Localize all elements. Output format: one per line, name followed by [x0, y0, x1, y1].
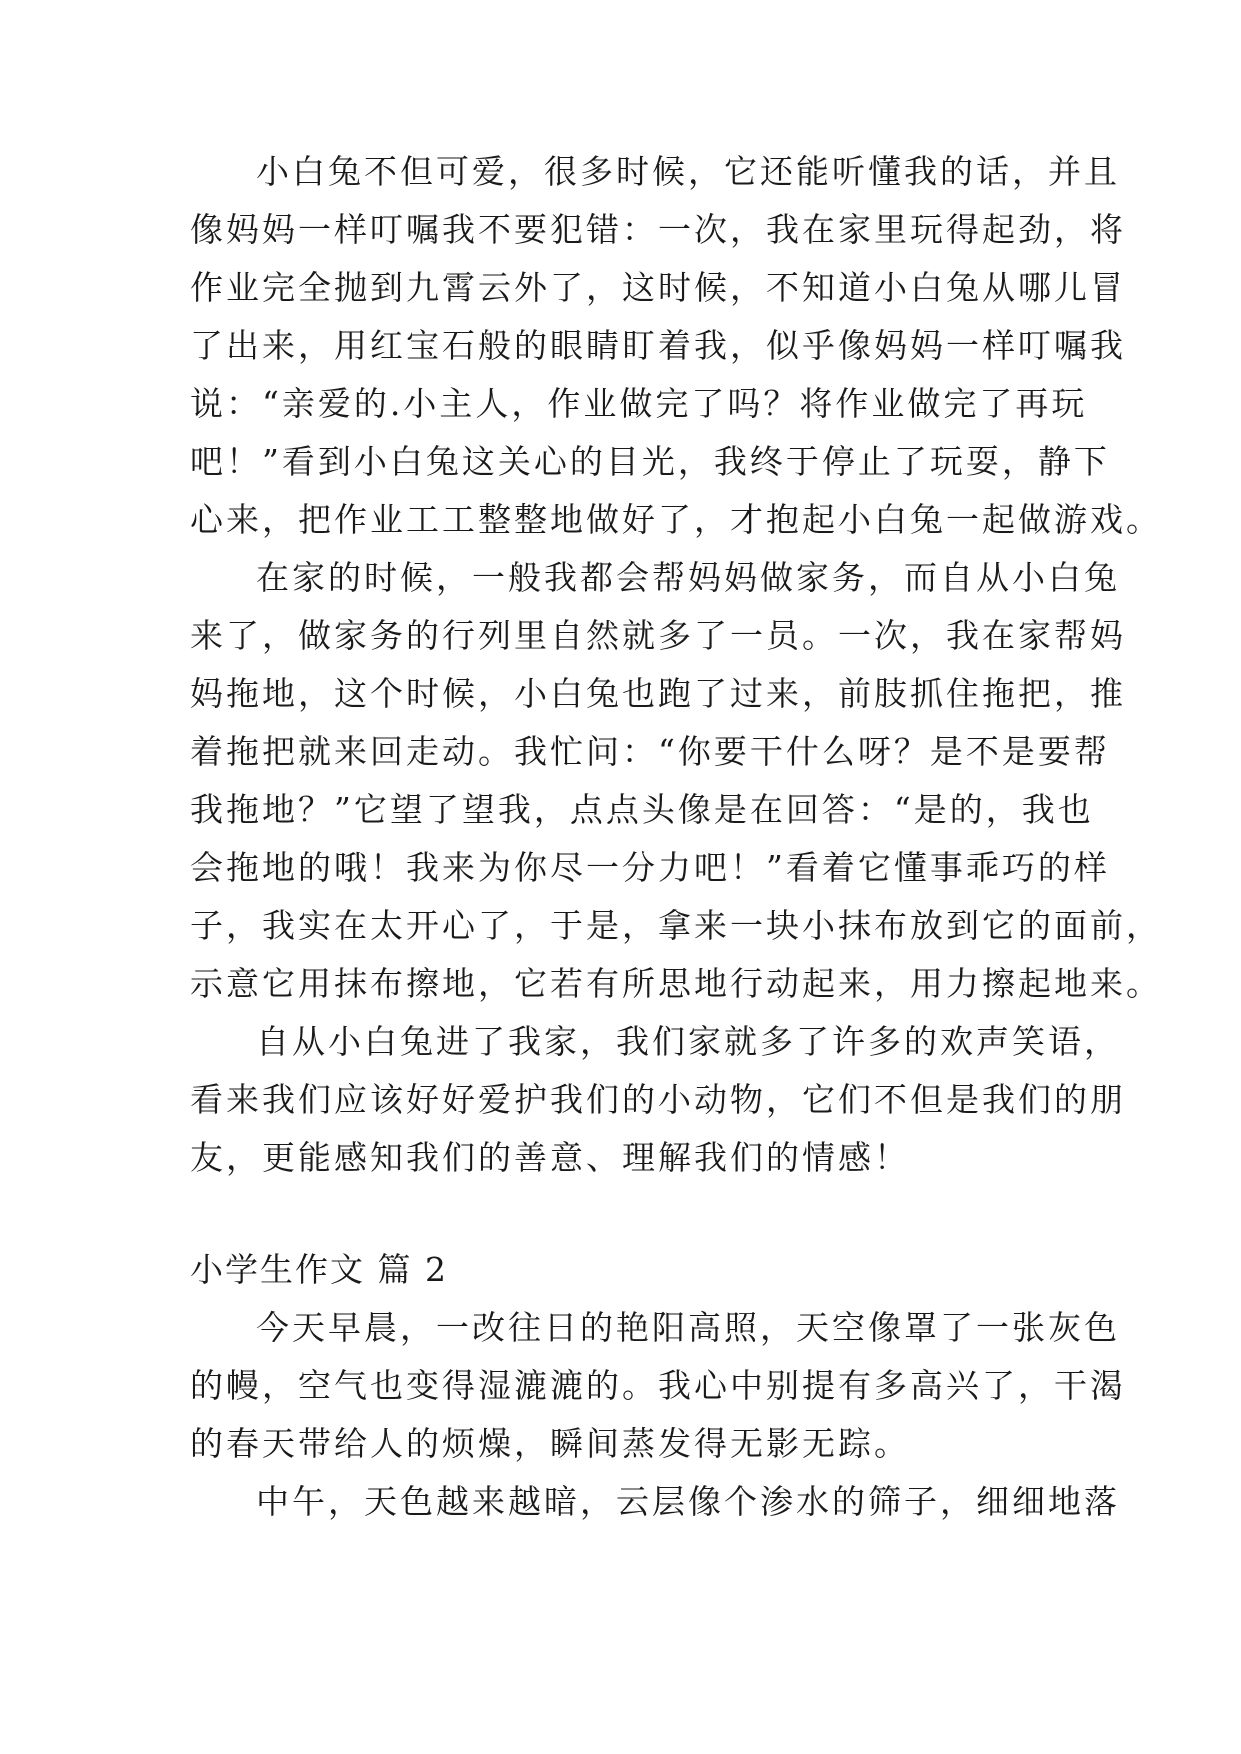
- paragraph-line: 作业完全抛到九霄云外了，这时候，不知道小白兔从哪儿冒: [190, 268, 1126, 307]
- paragraph-line: 心来，把作业工工整整地做好了，才抱起小白兔一起做游戏。: [190, 500, 1162, 539]
- paragraph-line: 来了，做家务的行列里自然就多了一员。一次，我在家帮妈: [190, 616, 1126, 655]
- paragraph-line: 会拖地的哦！我来为你尽一分力吧！”看着它懂事乖巧的样: [190, 848, 1110, 887]
- paragraph-line: 中午，天色越来越暗，云层像个渗水的筛子，细细地落: [256, 1482, 1120, 1521]
- paragraph-line: 子，我实在太开心了，于是，拿来一块小抹布放到它的面前，: [190, 906, 1162, 945]
- paragraph-line: 妈拖地，这个时候，小白兔也跑了过来，前肢抓住拖把，推: [190, 674, 1126, 713]
- paragraph-line: 在家的时候，一般我都会帮妈妈做家务，而自从小白兔: [256, 558, 1120, 597]
- paragraph-line: 示意它用抹布擦地，它若有所思地行动起来，用力擦起地来。: [190, 964, 1162, 1003]
- section-heading: 小学生作文 篇 2: [190, 1250, 448, 1289]
- paragraph-line: 今天早晨，一改往日的艳阳高照，天空像罩了一张灰色: [256, 1308, 1120, 1347]
- paragraph-line: 我拖地？”它望了望我，点点头像是在回答：“是的，我也: [190, 790, 1094, 829]
- paragraph-line: 像妈妈一样叮嘱我不要犯错：一次，我在家里玩得起劲，将: [190, 210, 1126, 249]
- paragraph-line: 着拖把就来回走动。我忙问：“你要干什么呀？是不是要帮: [190, 732, 1110, 771]
- paragraph-line: 自从小白兔进了我家，我们家就多了许多的欢声笑语，: [256, 1022, 1120, 1061]
- paragraph-line: 看来我们应该好好爱护我们的小动物，它们不但是我们的朋: [190, 1080, 1126, 1119]
- paragraph-line: 小白兔不但可爱，很多时候，它还能听懂我的话，并且: [256, 152, 1120, 191]
- paragraph-line: 的春天带给人的烦燥，瞬间蒸发得无影无踪。: [190, 1424, 910, 1463]
- paragraph-line: 了出来，用红宝石般的眼睛盯着我，似乎像妈妈一样叮嘱我: [190, 326, 1126, 365]
- paragraph-line: 友，更能感知我们的善意、理解我们的情感！: [190, 1138, 910, 1177]
- paragraph-line: 吧！”看到小白兔这关心的目光，我终于停止了玩耍，静下: [190, 442, 1110, 481]
- paragraph-line: 的幔，空气也变得湿漉漉的。我心中别提有多高兴了，干渴: [190, 1366, 1126, 1405]
- paragraph-line: 说：“亲爱的.小主人，作业做完了吗？将作业做完了再玩: [190, 384, 1088, 423]
